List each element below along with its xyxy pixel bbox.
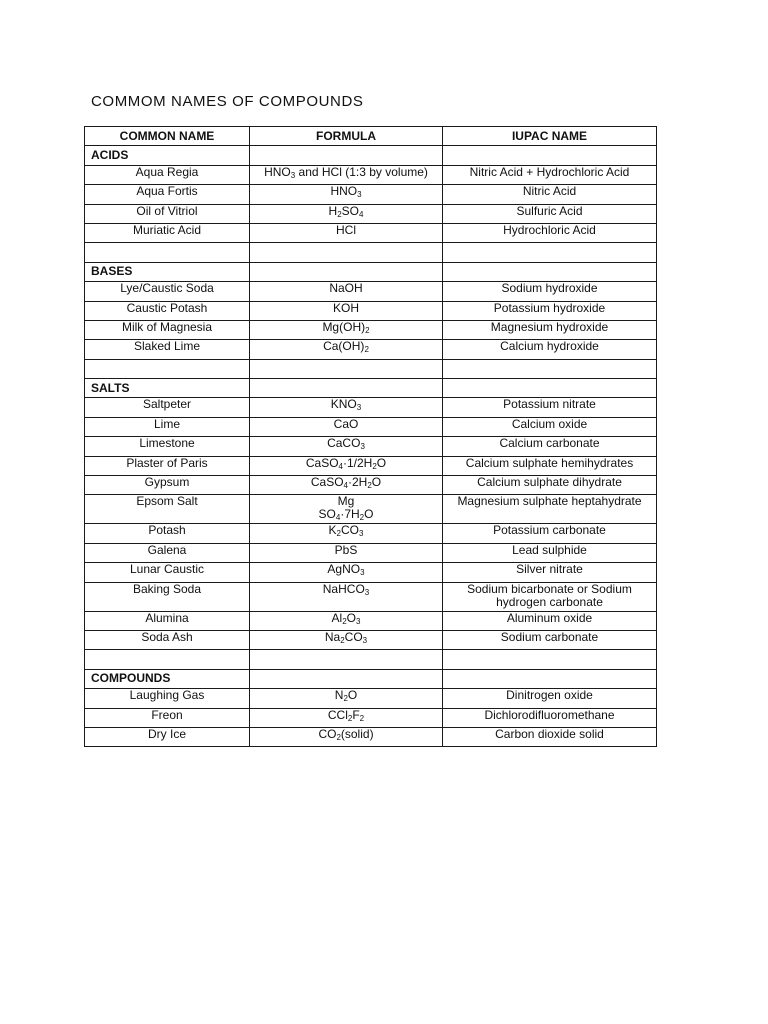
empty-cell — [250, 379, 443, 398]
iupac-name-cell: Sulfuric Acid — [443, 204, 657, 223]
common-name-cell: Gypsum — [85, 476, 250, 495]
iupac-name-cell: Nitric Acid — [443, 185, 657, 204]
empty-cell — [443, 379, 657, 398]
empty-cell — [85, 243, 250, 262]
iupac-name-cell: Silver nitrate — [443, 563, 657, 582]
formula-cell: $HNO_3$ and HCl (1:3 by volume) — [250, 165, 443, 184]
empty-cell — [250, 146, 443, 165]
empty-cell — [443, 359, 657, 378]
formula-cell: $Na_2CO_3$ — [250, 630, 443, 649]
table-row — [85, 689, 657, 708]
section-label: SALTS — [85, 379, 250, 398]
common-name-cell: Milk of Magnesia — [85, 320, 250, 339]
table-row — [85, 708, 657, 727]
common-name-cell: Dry Ice — [85, 727, 250, 746]
empty-cell — [250, 669, 443, 688]
header-formula: FORMULA — [250, 127, 443, 146]
iupac-name-cell: Sodium bicarbonate or Sodium hydrogen carbonate — [443, 582, 657, 611]
formula-cell: $CaSO_4\cdot 1/2H_2O$ — [250, 456, 443, 475]
common-name-cell: Muriatic Acid — [85, 223, 250, 242]
table-row — [85, 320, 657, 339]
iupac-name-cell: Calcium oxide — [443, 417, 657, 436]
formula-cell: $Al_2O_3$ — [250, 611, 443, 630]
header-common-name: COMMON NAME — [85, 127, 250, 146]
table-row — [85, 563, 657, 582]
empty-cell — [250, 359, 443, 378]
table-row — [85, 495, 657, 524]
common-name-cell: Epsom Salt — [85, 495, 250, 524]
common-name-cell: Potash — [85, 524, 250, 543]
common-name-cell: Aqua Fortis — [85, 185, 250, 204]
page-title: COMMOM NAMES OF COMPOUNDS — [91, 93, 364, 110]
iupac-name-cell: Sodium carbonate — [443, 630, 657, 649]
empty-cell — [250, 262, 443, 281]
section-label: COMPOUNDS — [85, 669, 250, 688]
empty-cell — [443, 243, 657, 262]
formula-cell: $Ca(OH)_2$ — [250, 340, 443, 359]
table-row — [85, 456, 657, 475]
table-row — [85, 582, 657, 611]
section-row — [85, 669, 657, 688]
formula-cell: CaCO$_3$ — [250, 437, 443, 456]
empty-cell — [443, 262, 657, 281]
table-row — [85, 727, 657, 746]
iupac-name-cell: Aluminum oxide — [443, 611, 657, 630]
formula-cell: HCl — [250, 223, 443, 242]
formula-cell: $K_2CO_3$ — [250, 524, 443, 543]
common-name-cell: Galena — [85, 543, 250, 562]
section-row — [85, 262, 657, 281]
table-row — [85, 476, 657, 495]
formula-cell: $Mg(OH)_2$ — [250, 320, 443, 339]
table-row — [85, 340, 657, 359]
header-row — [85, 127, 657, 146]
formula-cell: AgNO$_3$ — [250, 563, 443, 582]
common-name-cell: Lye/Caustic Soda — [85, 282, 250, 301]
iupac-name-cell: Calcium sulphate dihydrate — [443, 476, 657, 495]
section-label: BASES — [85, 262, 250, 281]
iupac-name-cell: Nitric Acid + Hydrochloric Acid — [443, 165, 657, 184]
iupac-name-cell: Sodium hydroxide — [443, 282, 657, 301]
spacer-row — [85, 650, 657, 669]
formula-cell: $CO_2(solid)$ — [250, 727, 443, 746]
common-name-cell: Plaster of Paris — [85, 456, 250, 475]
iupac-name-cell: Dichlorodifluoromethane — [443, 708, 657, 727]
table-row — [85, 398, 657, 417]
empty-cell — [443, 650, 657, 669]
common-name-cell: Limestone — [85, 437, 250, 456]
empty-cell — [250, 243, 443, 262]
table-row — [85, 611, 657, 630]
table-row — [85, 282, 657, 301]
common-name-cell: Laughing Gas — [85, 689, 250, 708]
common-name-cell: Lime — [85, 417, 250, 436]
table-row — [85, 630, 657, 649]
table-row — [85, 185, 657, 204]
common-name-cell: Slaked Lime — [85, 340, 250, 359]
iupac-name-cell: Lead sulphide — [443, 543, 657, 562]
common-name-cell: Oil of Vitriol — [85, 204, 250, 223]
common-name-cell: Aqua Regia — [85, 165, 250, 184]
table-row — [85, 417, 657, 436]
common-name-cell: Freon — [85, 708, 250, 727]
compounds-table — [84, 126, 657, 747]
formula-cell: $N_2O$ — [250, 689, 443, 708]
common-name-cell: Soda Ash — [85, 630, 250, 649]
header-iupac-name: IUPAC NAME — [443, 127, 657, 146]
formula-cell: CaO — [250, 417, 443, 436]
section-row — [85, 379, 657, 398]
formula-cell: PbS — [250, 543, 443, 562]
table-row — [85, 223, 657, 242]
iupac-name-cell: Magnesium hydroxide — [443, 320, 657, 339]
common-name-cell: Alumina — [85, 611, 250, 630]
table-row — [85, 543, 657, 562]
empty-cell — [443, 146, 657, 165]
formula-cell: Mg $SO_4\cdot 7H_2O$ — [250, 495, 443, 524]
iupac-name-cell: Potassium carbonate — [443, 524, 657, 543]
iupac-name-cell: Potassium hydroxide — [443, 301, 657, 320]
formula-cell: $HNO_3$ — [250, 185, 443, 204]
iupac-name-cell: Hydrochloric Acid — [443, 223, 657, 242]
formula-cell: $CCl_2F_2$ — [250, 708, 443, 727]
iupac-name-cell: Carbon dioxide solid — [443, 727, 657, 746]
iupac-name-cell: Magnesium sulphate heptahydrate — [443, 495, 657, 524]
empty-cell — [85, 359, 250, 378]
formula-cell: NaHCO$_3$ — [250, 582, 443, 611]
common-name-cell: Saltpeter — [85, 398, 250, 417]
iupac-name-cell: Calcium sulphate hemihydrates — [443, 456, 657, 475]
table-row — [85, 524, 657, 543]
section-row — [85, 146, 657, 165]
common-name-cell: Caustic Potash — [85, 301, 250, 320]
spacer-row — [85, 243, 657, 262]
iupac-name-cell: Calcium carbonate — [443, 437, 657, 456]
formula-cell: KOH — [250, 301, 443, 320]
table-row — [85, 204, 657, 223]
table-row — [85, 165, 657, 184]
formula-cell: $KNO_3$ — [250, 398, 443, 417]
section-label: ACIDS — [85, 146, 250, 165]
table-row — [85, 437, 657, 456]
empty-cell — [85, 650, 250, 669]
common-name-cell: Lunar Caustic — [85, 563, 250, 582]
iupac-name-cell: Dinitrogen oxide — [443, 689, 657, 708]
iupac-name-cell: Calcium hydroxide — [443, 340, 657, 359]
table-row — [85, 301, 657, 320]
formula-cell: $H_2SO_4$ — [250, 204, 443, 223]
empty-cell — [443, 669, 657, 688]
spacer-row — [85, 359, 657, 378]
common-name-cell: Baking Soda — [85, 582, 250, 611]
table-body — [85, 146, 657, 747]
empty-cell — [250, 650, 443, 669]
formula-cell: $CaSO_4\cdot 2H_2O$ — [250, 476, 443, 495]
iupac-name-cell: Potassium nitrate — [443, 398, 657, 417]
formula-cell: NaOH — [250, 282, 443, 301]
